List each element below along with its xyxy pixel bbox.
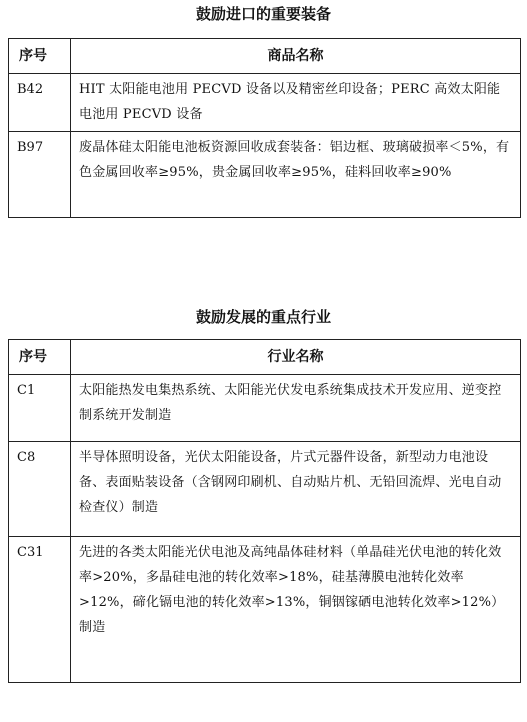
row-id: C1 [9,375,71,442]
row-text: 半导体照明设备，光伏太阳能设备，片式元器件设备，新型动力电池设备、表面贴装设备（含钢网印刷机、自动贴片机、无铅回流焊、光电自动检查仪）制造 [71,442,521,537]
header-product-name: 商品名称 [71,39,521,74]
row-text: 太阳能热发电集热系统、太阳能光伏发电系统集成技术开发应用、逆变控制系统开发制造 [71,375,521,442]
header-id: 序号 [9,39,71,74]
table2-title: 鼓励发展的重点行业 [195,308,331,326]
table-header-row [9,39,521,74]
row-text: HIT 太阳能电池用 PECVD 设备以及精密丝印设备；PERC 高效太阳能电池用 PECVD 设备 [71,74,521,132]
imported-equipment-table [8,38,521,218]
row-id: B42 [9,74,71,132]
header-id: 序号 [9,340,71,375]
row-id: B97 [9,132,71,218]
row-id: C31 [9,537,71,683]
key-industries-table [8,339,521,683]
row-text: 废晶体硅太阳能电池板资源回收成套装备：铝边框、玻璃破损率＜5%，有色金属回收率≥95%，贵金属回收率≥95%，硅料回收率≥90% [71,132,521,218]
table-row [9,442,521,537]
row-id: C8 [9,442,71,537]
table-row [9,375,521,442]
header-industry-name: 行业名称 [71,340,521,375]
table1-title: 鼓励进口的重要装备 [195,5,331,23]
table-row [9,537,521,683]
table-header-row [9,340,521,375]
table-row [9,74,521,132]
table-row [9,132,521,218]
row-text: 先进的各类太阳能光伏电池及高纯晶体硅材料（单晶硅光伏电池的转化效率>20%，多晶硅电池的转化效率>18%，硅基薄膜电池转化效率>12%，碲化镉电池的转化效率>13%，铜铟镓硒电池转化效率>12%）制造 [71,537,521,683]
